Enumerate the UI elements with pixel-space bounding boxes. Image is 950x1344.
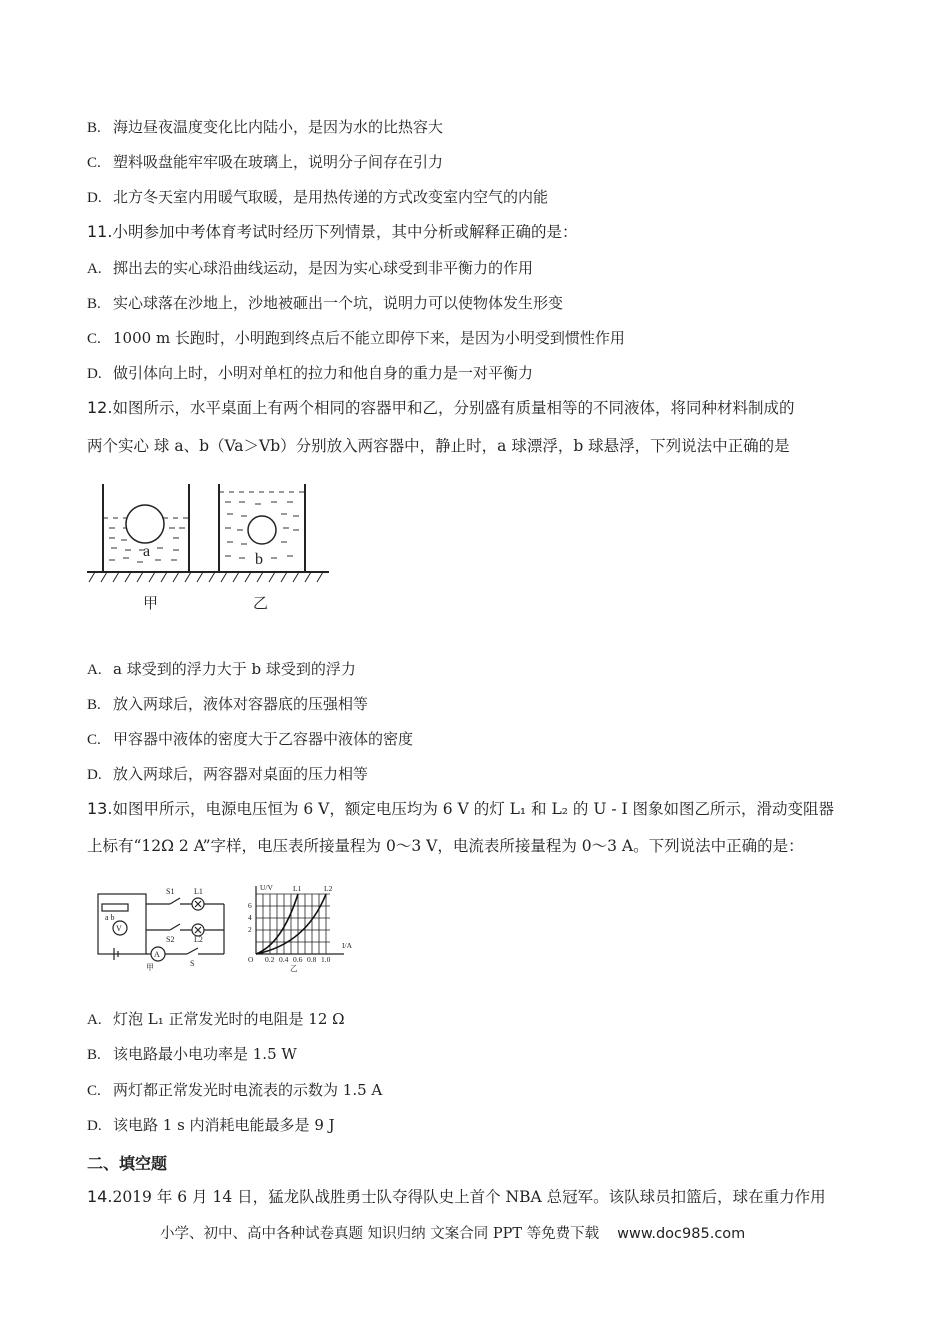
q13-option-c: C. 两灯都正常发光时电流表的示数为 1.5 A xyxy=(87,1081,383,1099)
label-circuit-caption: 甲 xyxy=(146,963,154,972)
q13-option-a: A. 灯泡 L₁ 正常发光时的电阻是 12 Ω xyxy=(87,1010,345,1028)
page-footer xyxy=(160,1222,745,1243)
y-axis-label: U/V xyxy=(260,883,273,892)
x-tick-0.2: 0.2 xyxy=(265,955,275,964)
y-tick-4: 4 xyxy=(248,913,252,922)
q12-option-b: B. 放入两球后，液体对容器底的压强相等 xyxy=(87,695,369,713)
footer-text: 小学、初中、高中各种试卷真题 知识归纳 文案合同 PPT 等免费下载 xyxy=(160,1226,600,1242)
q11-option-b: B. 实心球落在沙地上，沙地被砸出一个坑，说明力可以使物体发生形变 xyxy=(87,294,564,312)
label-a: A xyxy=(154,950,160,959)
label-s2: S2 xyxy=(166,935,175,944)
y-tick-2: 2 xyxy=(248,925,252,934)
q12-containers-figure xyxy=(85,478,335,618)
q13-option-d: D. 该电路 1 s 内消耗电能最多是 9 J xyxy=(87,1116,335,1134)
q13-circuit-diagram xyxy=(92,882,232,972)
q10-option-b: B. 海边昼夜温度变化比内陆小，是因为水的比热容大 xyxy=(87,118,444,136)
q11-option-c: C. 1000 m 长跑时，小明跑到终点后不能立即停下来，是因为小明受到惯性作用 xyxy=(87,329,625,347)
x-tick-0.8: 0.8 xyxy=(307,955,317,964)
origin-label: O xyxy=(248,955,254,964)
q13-stem-line2: 上标有“12Ω 2 A”字样，电压表所接量程为 0～3 V，电流表所接量程为 0～3 A。下列说法中正确的是： xyxy=(87,837,804,855)
q12-option-a: A. a 球受到的浮力大于 b 球受到的浮力 xyxy=(87,660,356,678)
q12-option-d: D. 放入两球后，两容器对桌面的压力相等 xyxy=(87,765,369,783)
curve-l2-label: L2 xyxy=(324,884,333,893)
q12-option-c: C. 甲容器中液体的密度大于乙容器中液体的密度 xyxy=(87,730,414,748)
label-jia: 甲 xyxy=(143,594,159,612)
q12-stem-line2: 两个实心 球 a、b（Va＞Vb）分别放入两容器中，静止时，a 球漂浮，b 球悬浮，下列说法中正确的是 xyxy=(87,437,790,455)
q11-option-d: D. 做引体向上时，小明对单杠的拉力和他自身的重力是一对平衡力 xyxy=(87,364,534,382)
x-tick-0.6: 0.6 xyxy=(293,955,303,964)
q10-option-d: D. 北方冬天室内用暖气取暖，是用热传递的方式改变室内空气的内能 xyxy=(87,188,549,206)
label-s1: S1 xyxy=(166,887,175,896)
ball-a-label: a xyxy=(143,543,151,560)
label-v: V xyxy=(116,924,122,933)
label-l1: L1 xyxy=(194,887,203,896)
q10-option-c: C. 塑料吸盘能牢牢吸在玻璃上，说明分子间存在引力 xyxy=(87,153,444,171)
x-tick-0.4: 0.4 xyxy=(279,955,289,964)
label-l2: L2 xyxy=(194,935,203,944)
y-tick-6: 6 xyxy=(248,901,252,910)
x-axis-label: I/A xyxy=(342,941,352,950)
label-ab: a b xyxy=(105,913,115,922)
label-s: S xyxy=(190,959,195,968)
curve-l1-label: L1 xyxy=(293,884,302,893)
q13-ui-graph xyxy=(240,882,370,972)
section-heading-fill-blank: 二、填空题 xyxy=(87,1154,168,1173)
q11-option-a: A. 掷出去的实心球沿曲线运动，是因为实心球受到非平衡力的作用 xyxy=(87,259,534,277)
q11-stem: 11.小明参加中考体育考试时经历下列情景，其中分析或解释正确的是： xyxy=(87,222,578,241)
ball-b-label: b xyxy=(255,551,263,568)
q13-option-b: B. 该电路最小电功率是 1.5 W xyxy=(87,1045,297,1063)
graph-caption: 乙 xyxy=(290,964,298,972)
q12-stem-line1: 12.如图所示，水平桌面上有两个相同的容器甲和乙，分别盛有质量相等的不同液体，将同种材料制成的 xyxy=(87,398,795,417)
x-tick-1.0: 1.0 xyxy=(321,955,331,964)
label-yi: 乙 xyxy=(253,594,269,612)
footer-url[interactable]: www.doc985.com xyxy=(617,1226,746,1242)
q14-stem: 14.2019 年 6 月 14 日，猛龙队战胜勇士队夺得队史上首个 NBA 总冠军。该队球员扣篮后，球在重力作用 xyxy=(87,1187,826,1206)
q13-stem-line1: 13.如图甲所示，电源电压恒为 6 V，额定电压均为 6 V 的灯 L₁ 和 L₂ 的 U - I 图象如图乙所示，滑动变阻器 xyxy=(87,799,835,818)
